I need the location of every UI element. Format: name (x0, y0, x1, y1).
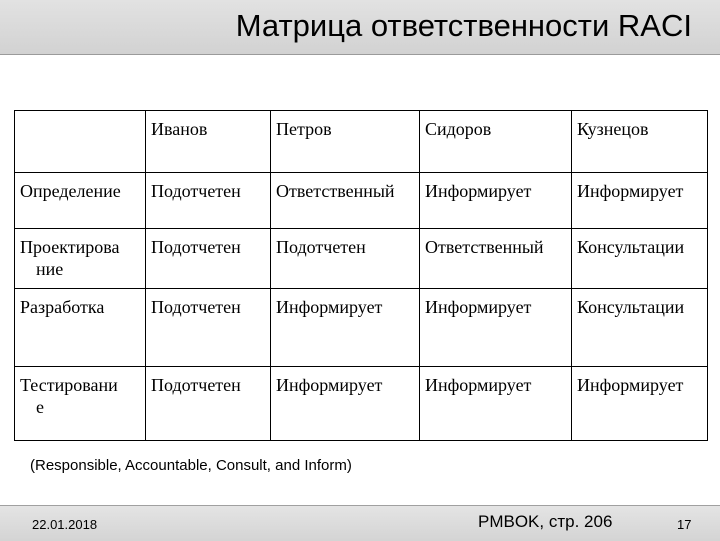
row-label-development (15, 289, 146, 367)
table-cell: Информирует (271, 367, 420, 441)
column-header-ivanov: Иванов (146, 111, 271, 173)
table-cell: Информирует (572, 367, 708, 441)
row-label-line-1: Определение (20, 181, 121, 201)
table-cell: Информирует (271, 289, 420, 367)
table-cell: Подотчетен (271, 229, 420, 289)
row-label-line-1: Разработка (20, 297, 105, 317)
row-label-line-1: Проектирова (20, 237, 120, 257)
footer-date: 22.01.2018 (32, 517, 98, 532)
row-label-definition (15, 173, 146, 229)
table-cell: Консультации (572, 229, 708, 289)
table-cell: Информирует (420, 367, 572, 441)
table-corner-cell (15, 111, 146, 173)
column-header-petrov: Петров (271, 111, 420, 173)
slide-title: Матрица ответственности RACI (235, 8, 692, 43)
table-cell: Подотчетен (146, 229, 271, 289)
table-row (15, 173, 708, 229)
table-cell: Ответственный (420, 229, 572, 289)
raci-legend-note: (Responsible, Accountable, Consult, and Inform) (30, 457, 352, 474)
table-cell: Ответственный (271, 173, 420, 229)
table-header-row (15, 111, 708, 173)
table-row (15, 289, 708, 367)
row-label-design (15, 229, 146, 289)
table-cell: Информирует (420, 289, 572, 367)
table-cell: Информирует (420, 173, 572, 229)
table-cell: Подотчетен (146, 173, 271, 229)
table-cell: Консультации (572, 289, 708, 367)
raci-matrix-table (14, 110, 708, 441)
table-cell: Информирует (572, 173, 708, 229)
table-cell: Подотчетен (146, 289, 271, 367)
row-label-line-2: е (36, 397, 44, 417)
page-number: 17 (677, 517, 692, 532)
table-cell: Подотчетен (146, 367, 271, 441)
column-header-kuznetsov: Кузнецов (572, 111, 708, 173)
row-label-line-2: ние (36, 259, 64, 279)
table-row (15, 367, 708, 441)
row-label-line-1: Тестировани (20, 375, 118, 395)
row-label-testing (15, 367, 146, 441)
footer-reference: PMBOK, стр. 206 (478, 512, 613, 531)
table-row (15, 229, 708, 289)
column-header-sidorov: Сидоров (420, 111, 572, 173)
